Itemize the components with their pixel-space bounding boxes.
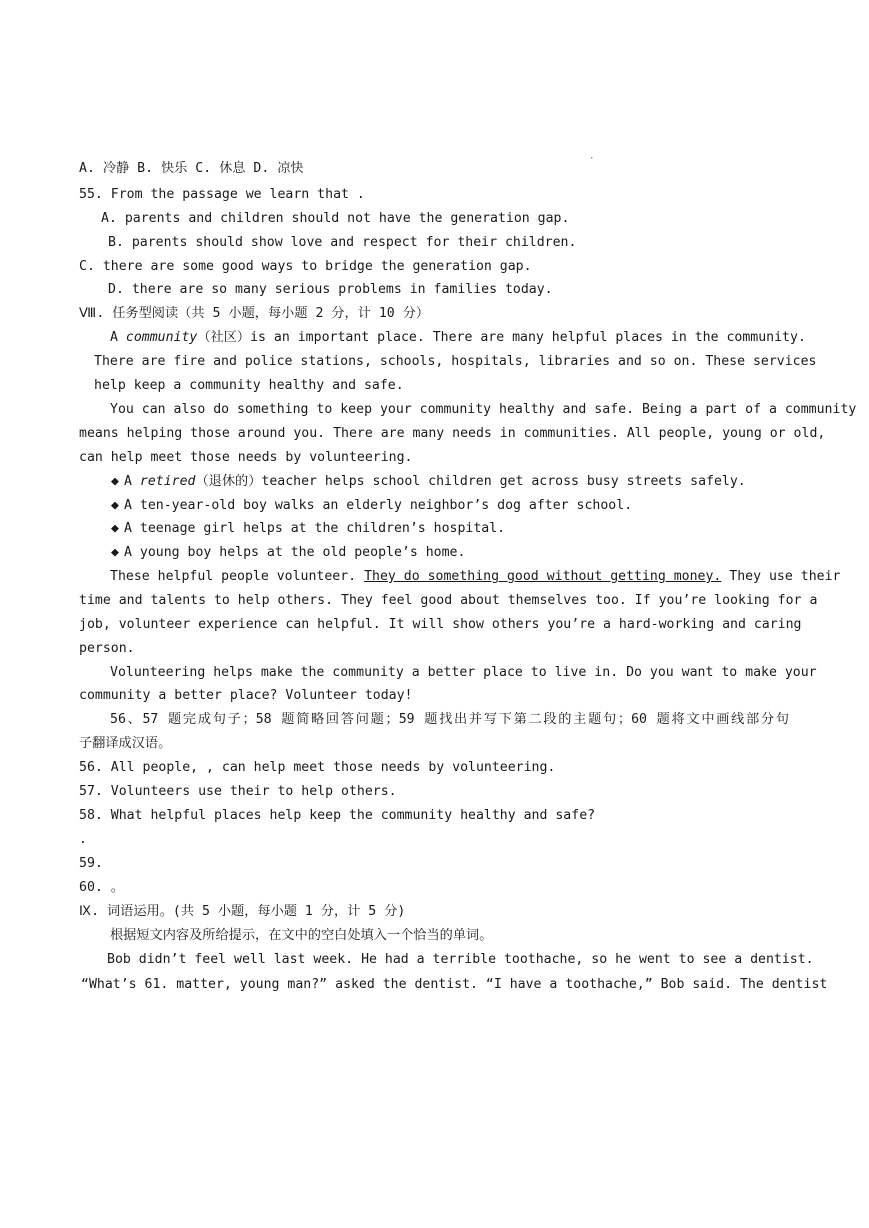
q55-option-b: B. parents should show love and respect for their children. [108, 235, 577, 250]
bullet-item-3: ◆ A teenage girl helps at the children’s hospital. [111, 519, 505, 539]
section-9-heading: Ⅸ. 词语运用。(共 5 小题，每小题 1 分，计 5 分) [79, 904, 406, 919]
question-60: 60. 。 [79, 880, 124, 895]
passage-p2-line1: You can also do something to keep your community healthy and safe. Being a part of a community [110, 402, 857, 417]
question-58-answer-line: . [79, 832, 87, 847]
passage-p1-line1: A community（社区）is an important place. There are many helpful places in the community. [110, 330, 806, 345]
passage-p2-line3: can help meet those needs by volunteering. [79, 450, 413, 465]
q55-stem: 55. From the passage we learn that . [79, 187, 365, 202]
passage-p3-line1: These helpful people volunteer. They do something good without getting money. They use their [110, 569, 841, 584]
section-8-heading: Ⅷ. 任务型阅读（共 5 小题，每小题 2 分，计 10 分） [79, 306, 430, 321]
question-59: 59. [79, 856, 103, 871]
underlined-sentence: They do something good without getting money. [364, 569, 722, 584]
passage-p3-line3: job, volunteer experience can helpful. It will show others you’re a hard-working and caring [79, 617, 802, 632]
q54-options: A. 冷静 B. 快乐 C. 休息 D. 凉快 [79, 161, 304, 176]
section-9-instructions: 根据短文内容及所给提示，在文中的空白处填入一个恰当的单词。 [110, 928, 493, 943]
instructions-line1: 56、57 题完成句子；58 题简略回答问题；59 题找出并写下第二段的主题句；60 题将文中画线部分句 [110, 712, 789, 727]
stray-mark: · [589, 154, 595, 164]
cloze-line2: “What’s 61. matter, young man?” asked the dentist. “I have a toothache,” Bob said. The dentist [81, 977, 828, 992]
passage-p1-line3: help keep a community healthy and safe. [94, 378, 404, 393]
q55-option-d: D. there are so many serious problems in families today. [108, 282, 553, 297]
term-community: community [125, 330, 198, 345]
bullet-item-1: ◆ A retired（退休的）teacher helps school children get across busy streets safely. [111, 472, 746, 492]
passage-p3-line4: person. [79, 641, 135, 656]
q55-option-c: C. there are some good ways to bridge the generation gap. [79, 259, 532, 274]
term-retired: retired [139, 474, 196, 489]
question-58: 58. What helpful places help keep the community healthy and safe? [79, 808, 596, 823]
question-57: 57. Volunteers use their to help others. [79, 784, 397, 799]
passage-p1-line2: There are fire and police stations, schools, hospitals, libraries and so on. These services [94, 354, 817, 369]
diamond-bullet-icon: ◆ [111, 545, 119, 560]
passage-p4-line2: community a better place? Volunteer today! [79, 688, 413, 703]
question-56: 56. All people, , can help meet those needs by volunteering. [79, 760, 556, 775]
instructions-line2: 子翻译成汉语。 [79, 736, 172, 751]
diamond-bullet-icon: ◆ [111, 474, 119, 489]
diamond-bullet-icon: ◆ [111, 521, 119, 536]
q55-option-a: A. parents and children should not have the generation gap. [101, 211, 570, 226]
passage-p3-line2: time and talents to help others. They feel good about themselves too. If you’re looking for a [79, 593, 818, 608]
passage-p4-line1: Volunteering helps make the community a better place to live in. Do you want to make your [110, 665, 817, 680]
bullet-item-4: ◆ A young boy helps at the old people’s home. [111, 543, 465, 563]
passage-p2-line2: means helping those around you. There are many needs in communities. All people, young or old, [79, 426, 826, 441]
bullet-item-2: ◆ A ten-year-old boy walks an elderly neighbor’s dog after school. [111, 496, 632, 516]
cloze-line1: Bob didn’t feel well last week. He had a terrible toothache, so he went to see a dentist. [107, 952, 814, 967]
diamond-bullet-icon: ◆ [111, 498, 119, 513]
